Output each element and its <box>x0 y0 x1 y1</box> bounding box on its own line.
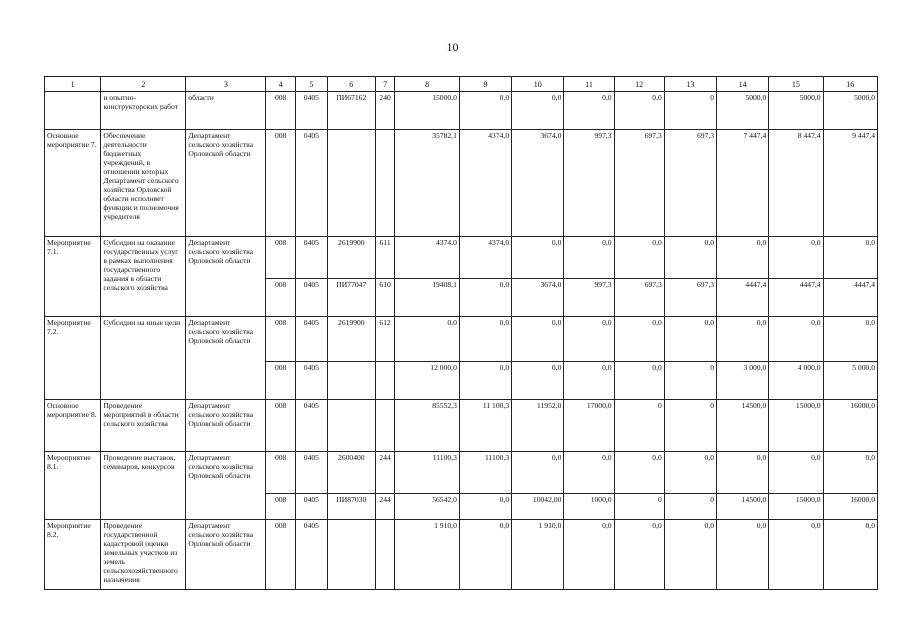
value-cell: 11 100,3 <box>459 400 511 452</box>
value-cell: 0,0 <box>823 317 877 362</box>
value-cell: 0,0 <box>664 317 716 362</box>
value-cell: 0,0 <box>459 520 511 590</box>
expense-type-cell <box>375 400 394 452</box>
value-cell: 0,0 <box>614 237 664 279</box>
value-cell: 0,0 <box>614 520 664 590</box>
target-code-cell: 2600400 <box>327 452 375 494</box>
admin-code-cell: 008 <box>266 362 296 400</box>
table-body <box>45 92 878 590</box>
section-code-cell: 0405 <box>295 452 327 494</box>
value-cell: 0,0 <box>614 362 664 400</box>
total-cell: 35782,1 <box>395 130 460 237</box>
department-cell: Департамент сельского хозяйства Орловской области <box>186 400 266 452</box>
department-cell: области <box>186 92 266 130</box>
admin-code-cell: 008 <box>266 520 296 590</box>
column-header: 5 <box>295 77 327 92</box>
expense-type-cell: 240 <box>375 92 394 130</box>
value-cell: 0,0 <box>823 452 877 494</box>
value-cell: 0,0 <box>512 92 564 130</box>
value-cell: 8 447,4 <box>769 130 823 237</box>
admin-code-cell: 008 <box>266 400 296 452</box>
admin-code-cell: 008 <box>266 92 296 130</box>
value-cell: 0,0 <box>823 237 877 279</box>
value-cell: 0,0 <box>459 92 511 130</box>
value-cell: 16000,0 <box>823 494 877 520</box>
value-cell: 0 <box>664 494 716 520</box>
expense-type-cell <box>375 130 394 237</box>
total-cell: 0,0 <box>395 317 460 362</box>
total-cell: 85552,3 <box>395 400 460 452</box>
title-cell: Обеспечение деятельности бюджетных учреждений, в отношении которых Департамент сельского хозяйства Орловской области исполняет функции и полномочия учредителя <box>101 130 186 237</box>
title-cell: Субсидии на иные цели <box>101 317 186 400</box>
total-cell: 1 910,0 <box>395 520 460 590</box>
department-cell: Департамент сельского хозяйства Орловской области <box>186 452 266 520</box>
value-cell: 17000,0 <box>564 400 614 452</box>
header-row <box>45 77 878 92</box>
value-cell: 0,0 <box>614 317 664 362</box>
value-cell: 4447,4 <box>717 279 769 317</box>
value-cell: 697,3 <box>614 130 664 237</box>
target-code-cell <box>327 130 375 237</box>
target-code-cell: ПИ87030 <box>327 494 375 520</box>
section-code-cell: 0405 <box>295 237 327 279</box>
target-code-cell: 2619900 <box>327 237 375 279</box>
column-header: 3 <box>186 77 266 92</box>
table-row <box>45 317 878 362</box>
value-cell: 997,3 <box>564 130 614 237</box>
column-header: 9 <box>459 77 511 92</box>
target-code-cell <box>327 362 375 400</box>
column-header: 6 <box>327 77 375 92</box>
total-cell: 11100,3 <box>395 452 460 494</box>
expense-type-cell: 611 <box>375 237 394 279</box>
value-cell: 11100,3 <box>459 452 511 494</box>
value-cell: 0,0 <box>717 452 769 494</box>
value-cell: 15000,0 <box>769 494 823 520</box>
value-cell: 0,0 <box>564 92 614 130</box>
section-code-cell: 0405 <box>295 317 327 362</box>
section-code-cell: 0405 <box>295 362 327 400</box>
value-cell: 0,0 <box>614 92 664 130</box>
value-cell: 0,0 <box>512 237 564 279</box>
value-cell: 0,0 <box>769 317 823 362</box>
value-cell: 5000,0 <box>823 92 877 130</box>
value-cell: 11952,0 <box>512 400 564 452</box>
target-code-cell <box>327 400 375 452</box>
value-cell: 0 <box>664 400 716 452</box>
value-cell: 0,0 <box>664 520 716 590</box>
value-cell: 0,0 <box>564 520 614 590</box>
event-cell: Мероприятие 7.1. <box>45 237 101 317</box>
column-header: 12 <box>614 77 664 92</box>
value-cell: 997,3 <box>564 279 614 317</box>
section-code-cell: 0405 <box>295 130 327 237</box>
value-cell: 5000,0 <box>717 92 769 130</box>
expense-type-cell <box>375 362 394 400</box>
value-cell: 0,0 <box>717 237 769 279</box>
value-cell: 5 000,0 <box>823 362 877 400</box>
total-cell: 19408,1 <box>395 279 460 317</box>
expense-type-cell: 610 <box>375 279 394 317</box>
value-cell: 15000,0 <box>769 400 823 452</box>
column-header: 15 <box>769 77 823 92</box>
value-cell: 4 000,0 <box>769 362 823 400</box>
event-cell: Основное мероприятие 8. <box>45 400 101 452</box>
table-row <box>45 92 878 130</box>
section-code-cell: 0405 <box>295 520 327 590</box>
section-code-cell: 0405 <box>295 400 327 452</box>
target-code-cell: 2619900 <box>327 317 375 362</box>
value-cell: 0,0 <box>459 494 511 520</box>
value-cell: 14500,0 <box>717 400 769 452</box>
value-cell: 0,0 <box>459 279 511 317</box>
value-cell: 0,0 <box>823 520 877 590</box>
budget-table <box>44 76 878 590</box>
column-header: 8 <box>395 77 460 92</box>
value-cell: 1000,0 <box>564 494 614 520</box>
admin-code-cell: 008 <box>266 237 296 279</box>
value-cell: 14500,0 <box>717 494 769 520</box>
table-row <box>45 130 878 237</box>
admin-code-cell: 008 <box>266 130 296 237</box>
value-cell: 0,0 <box>564 362 614 400</box>
expense-type-cell: 244 <box>375 452 394 494</box>
value-cell: 9 447,4 <box>823 130 877 237</box>
department-cell: Департамент сельского хозяйства Орловской области <box>186 520 266 590</box>
table-row <box>45 452 878 494</box>
title-cell: Проведение государственной кадастровой оценки земельных участков из земель сельскохозяйственного назначения <box>101 520 186 590</box>
value-cell: 4447,4 <box>823 279 877 317</box>
title-cell: Проведение мероприятий в области сельского хозяйства <box>101 400 186 452</box>
value-cell: 0 <box>614 400 664 452</box>
value-cell: 0 <box>664 362 716 400</box>
value-cell: 4447,4 <box>769 279 823 317</box>
value-cell: 0,0 <box>564 317 614 362</box>
value-cell: 0,0 <box>459 362 511 400</box>
value-cell: 7 447,4 <box>717 130 769 237</box>
column-header: 4 <box>266 77 296 92</box>
value-cell: 697,3 <box>614 279 664 317</box>
event-cell: Мероприятие 7.2. <box>45 317 101 400</box>
title-cell: и опытно-конструкторских работ <box>101 92 186 130</box>
page-number: 10 <box>446 40 459 54</box>
department-cell: Департамент сельского хозяйства Орловской области <box>186 237 266 317</box>
total-cell: 12 000,0 <box>395 362 460 400</box>
target-code-cell: ПИ77047 <box>327 279 375 317</box>
value-cell: 0,0 <box>769 452 823 494</box>
column-header: 13 <box>664 77 716 92</box>
section-code-cell: 0405 <box>295 92 327 130</box>
column-header: 10 <box>512 77 564 92</box>
value-cell: 0,0 <box>769 237 823 279</box>
department-cell: Департамент сельского хозяйства Орловской области <box>186 130 266 237</box>
value-cell: 0,0 <box>614 452 664 494</box>
value-cell: 0,0 <box>512 317 564 362</box>
section-code-cell: 0405 <box>295 279 327 317</box>
expense-type-cell: 612 <box>375 317 394 362</box>
value-cell: 0 <box>664 92 716 130</box>
value-cell: 16000,0 <box>823 400 877 452</box>
value-cell: 0,0 <box>664 452 716 494</box>
table-row <box>45 520 878 590</box>
column-header: 11 <box>564 77 614 92</box>
value-cell: 3674,0 <box>512 279 564 317</box>
event-cell: Мероприятие 8.1. <box>45 452 101 520</box>
expense-type-cell: 244 <box>375 494 394 520</box>
value-cell: 4374,0 <box>459 237 511 279</box>
total-cell: 56542,0 <box>395 494 460 520</box>
value-cell: 0,0 <box>564 452 614 494</box>
value-cell: 0,0 <box>717 317 769 362</box>
value-cell: 5000,0 <box>769 92 823 130</box>
column-header: 7 <box>375 77 394 92</box>
event-cell: Мероприятие 8.2. <box>45 520 101 590</box>
admin-code-cell: 008 <box>266 279 296 317</box>
column-header: 16 <box>823 77 877 92</box>
title-cell: Субсидии на оказание государственных услуг в рамках выполнения государственного задания в области сельского хозяйства <box>101 237 186 317</box>
department-cell: Департамент сельского хозяйства Орловской области <box>186 317 266 400</box>
value-cell: 0,0 <box>717 520 769 590</box>
total-cell: 15000,0 <box>395 92 460 130</box>
target-code-cell: ПИ67162 <box>327 92 375 130</box>
event-cell <box>45 92 101 130</box>
value-cell: 4374,0 <box>459 130 511 237</box>
value-cell: 697,3 <box>664 279 716 317</box>
total-cell: 4374,0 <box>395 237 460 279</box>
admin-code-cell: 008 <box>266 452 296 494</box>
value-cell: 697,3 <box>664 130 716 237</box>
column-header: 2 <box>101 77 186 92</box>
table-row <box>45 237 878 279</box>
value-cell: 0,0 <box>769 520 823 590</box>
value-cell: 0,0 <box>512 452 564 494</box>
value-cell: 0,0 <box>512 362 564 400</box>
value-cell: 1 910,0 <box>512 520 564 590</box>
expense-type-cell <box>375 520 394 590</box>
value-cell: 0,0 <box>664 237 716 279</box>
title-cell: Проведение выставок, семинаров, конкурсов <box>101 452 186 520</box>
value-cell: 0,0 <box>459 317 511 362</box>
value-cell: 10042,00 <box>512 494 564 520</box>
column-header: 14 <box>717 77 769 92</box>
section-code-cell: 0405 <box>295 494 327 520</box>
event-cell: Основное мероприятие 7. <box>45 130 101 237</box>
admin-code-cell: 008 <box>266 494 296 520</box>
target-code-cell <box>327 520 375 590</box>
value-cell: 0,0 <box>564 237 614 279</box>
value-cell: 3674,0 <box>512 130 564 237</box>
value-cell: 3 000,0 <box>717 362 769 400</box>
admin-code-cell: 008 <box>266 317 296 362</box>
table-row <box>45 400 878 452</box>
value-cell: 0 <box>614 494 664 520</box>
column-header: 1 <box>45 77 101 92</box>
